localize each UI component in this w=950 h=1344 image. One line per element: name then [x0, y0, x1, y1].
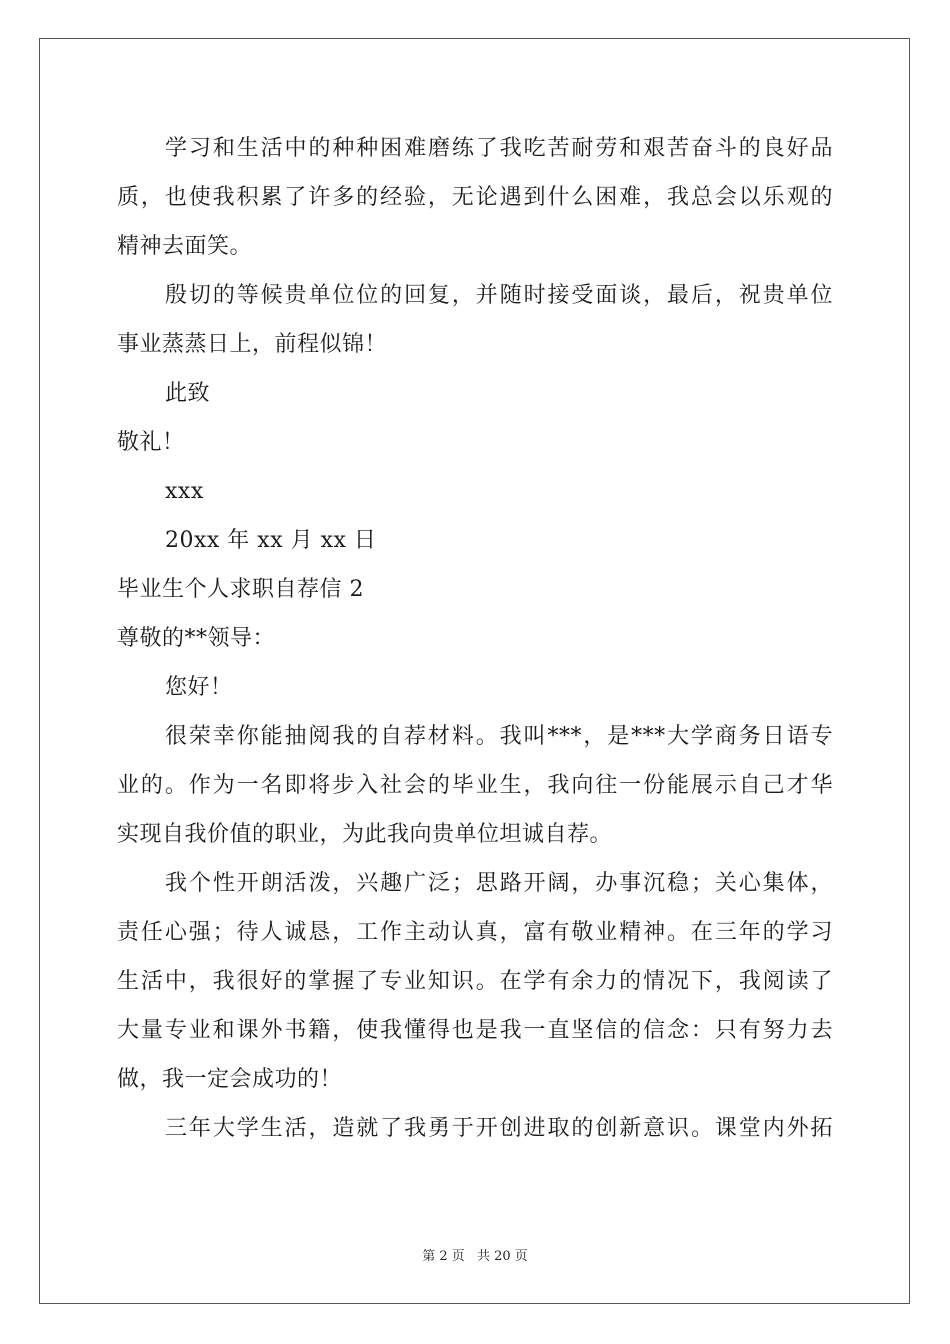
paragraph-line: 事业蒸蒸日上，前程似锦！ — [117, 332, 388, 357]
paragraph-line: 生活中，我很好的掌握了专业知识。在学有余力的情况下，我阅读了 — [117, 969, 833, 994]
page-footer — [0, 1245, 950, 1264]
paragraph-line: 业的。作为一名即将步入社会的毕业生，我向往一份能展示自己才华 — [117, 773, 833, 798]
signature-name: xxx — [165, 479, 204, 504]
section-title: 毕业生个人求职自荐信 2 — [117, 577, 364, 602]
letter-greeting: 您好！ — [165, 675, 233, 700]
paragraph-line: 做，我一定会成功的！ — [117, 1067, 343, 1092]
document-body — [117, 124, 833, 1153]
page-number: 第 2 页 — [422, 1249, 465, 1264]
paragraph-line: 实现自我价值的职业，为此我向贵单位坦诚自荐。 — [117, 822, 613, 847]
paragraph-line: 三年大学生活，造就了我勇于开创进取的创新意识。课堂内外拓 — [165, 1116, 833, 1141]
letter-addressee: 尊敬的**领导： — [117, 626, 276, 651]
paragraph-line: 我个性开朗活泼，兴趣广泛；思路开阔，办事沉稳；关心集体， — [165, 871, 833, 896]
paragraph-line: 大量专业和课外书籍，使我懂得也是我一直坚信的信念：只有努力去 — [117, 1018, 833, 1043]
page-total: 共 20 页 — [476, 1249, 528, 1264]
closing-salutation: 此致 — [165, 381, 211, 406]
closing-regards: 敬礼！ — [117, 430, 185, 455]
paragraph-line: 学习和生活中的种种困难磨练了我吃苦耐劳和艰苦奋斗的良好品 — [165, 136, 833, 161]
paragraph-line: 很荣幸你能抽阅我的自荐材料。我叫***，是***大学商务日语专 — [165, 724, 833, 749]
paragraph-line: 责任心强；待人诚恳，工作主动认真，富有敬业精神。在三年的学习 — [117, 920, 833, 945]
paragraph-line: 精神去面笑。 — [117, 234, 253, 259]
paragraph-line: 质，也使我积累了许多的经验，无论遇到什么困难，我总会以乐观的 — [117, 185, 833, 210]
signature-date: 20xx 年 xx 月 xx 日 — [165, 528, 377, 553]
paragraph-line: 殷切的等候贵单位位的回复，并随时接受面谈，最后，祝贵单位 — [165, 283, 833, 308]
